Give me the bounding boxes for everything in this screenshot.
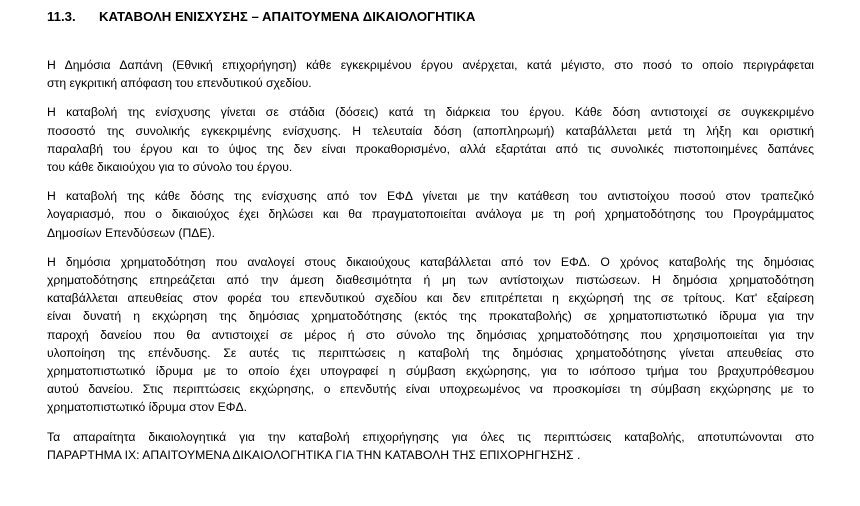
section-body bbox=[47, 56, 814, 475]
paragraph-line: Η καταβολή της ενίσχυσης γίνεται σε στάδια (δόσεις) κατά τη διάρκεια του έργου. Κάθε δόση αντιστοιχεί σε συγκεκριμένο bbox=[47, 105, 814, 120]
paragraph bbox=[47, 56, 814, 92]
paragraph-line: λογαριασμό, που ο δικαιούχος έχει δηλώσει και θα πραγματοποιείται ανάλογα με τη ροή χρηματοδότησης του Προγράμματος bbox=[47, 207, 814, 222]
section-title: ΚΑΤΑΒΟΛΗ ΕΝΙΣΧΥΣΗΣ – ΑΠΑΙΤΟΥΜΕΝΑ ΔΙΚΑΙΟΛΟΓΗΤΙΚΑ bbox=[99, 9, 476, 24]
paragraph-line: Η δημόσια χρηματοδότηση που αναλογεί στους δικαιούχους καταβάλλεται από τον ΕΦΔ. Ο χρόνος καταβολής της δημόσιας bbox=[47, 254, 814, 269]
paragraph bbox=[47, 187, 814, 242]
paragraph bbox=[47, 103, 814, 176]
paragraph-line: χρηματοπιστωτικό ίδρυμα στον ΕΦΔ. bbox=[47, 400, 248, 415]
paragraph-line: Τα απαραίτητα δικαιολογητικά για την καταβολή επιχορήγησης για όλες τις περιπτώσεις καταβολής, αποτυπώνονται στο bbox=[47, 429, 814, 444]
paragraph-line: καταβάλλεται απευθείας στον φορέα του επενδυτικού σχεδίου και δεν επιτρέπεται η εκχώρησή της σε τρίτους. Κατ' εξαίρεση bbox=[47, 291, 814, 306]
paragraph-line: στη εγκριτική απόφαση του επενδυτικού σχεδίου. bbox=[47, 76, 312, 91]
paragraph-line: του κάθε δικαιούχου για το σύνολο του έργου. bbox=[47, 160, 293, 175]
paragraph-line: Η καταβολή της κάθε δόσης της ενίσχυσης από τον ΕΦΔ γίνεται με την κατάθεση του αντιστοίχου ποσού στον τραπεζικό bbox=[47, 189, 814, 204]
paragraph-line: είναι δυνατή η εκχώρηση της δημόσιας χρηματοδότησης (εκτός της προκαταβολής) σε χρηματοπιστωτικό ίδρυμα για την bbox=[47, 309, 814, 324]
paragraph-line: Δημοσίων Επενδύσεων (ΠΔΕ). bbox=[47, 225, 215, 240]
paragraph bbox=[47, 253, 814, 417]
section-heading bbox=[47, 8, 475, 26]
paragraph-line: Η Δημόσια Δαπάνη (Εθνική επιχορήγηση) κάθε εγκεκριμένου έργου ανέρχεται, κατά μέγιστο, στο ποσό το οποίο περιγράφεται bbox=[47, 58, 814, 72]
paragraph-line: παροχή δανείου που θα αντιστοιχεί σε μέρος ή στο σύνολο της δημόσιας χρηματοδότησης που χρησιμοποιείται για την bbox=[47, 327, 814, 342]
section-number: 11.3. bbox=[47, 9, 76, 24]
paragraph-line: ποσοστό της συνολικής εγκεκριμένης ενίσχυσης. Η τελευταία δόση (αποπληρωμή) καταβάλλεται μετά τη λήξη και οριστική bbox=[47, 123, 814, 138]
paragraph-line: χρηματοδότησης επηρεάζεται από την άμεση διαθεσιμότητα ή μη των αντίστοιχων πιστώσεων. Η δημόσια χρηματοδότηση bbox=[47, 273, 814, 288]
paragraph-line: αυτού δανείου. Στις περιπτώσεις εκχώρησης, ο επενδυτής είναι υποχρεωμένος να προσκομίσει τη σύμβαση εκχώρησης με το bbox=[47, 382, 814, 397]
paragraph bbox=[47, 428, 814, 464]
paragraph-line: χρηματοπιστωτικό ίδρυμα με το οποίο έχει υπογραφεί η σύμβαση εκχώρησης, για το ισόποσο τμήμα του βραχυπρόθεσμου bbox=[47, 364, 814, 379]
paragraph-line: παραλαβή του έργου και το ύψος της δεν είναι προκαθορισμένο, αλλά εξαρτάται από τις συνολικές πιστοποιημένες δαπάνες bbox=[47, 141, 814, 156]
paragraph-line: ΠΑΡΑΡΤΗΜΑ ΙΧ: ΑΠΑΙΤΟΥΜΕΝΑ ΔΙΚΑΙΟΛΟΓΗΤΙΚΑ ΓΙΑ ΤΗΝ ΚΑΤΑΒΟΛΗ ΤΗΣ ΕΠΙΧΟΡΗΓΗΣΗΣ . bbox=[47, 447, 581, 462]
paragraph-line: υλοποίηση της επένδυσης. Σε αυτές τις περιπτώσεις η καταβολή της δημόσιας χρηματοδότησης γίνεται απευθείας στο bbox=[47, 345, 814, 360]
